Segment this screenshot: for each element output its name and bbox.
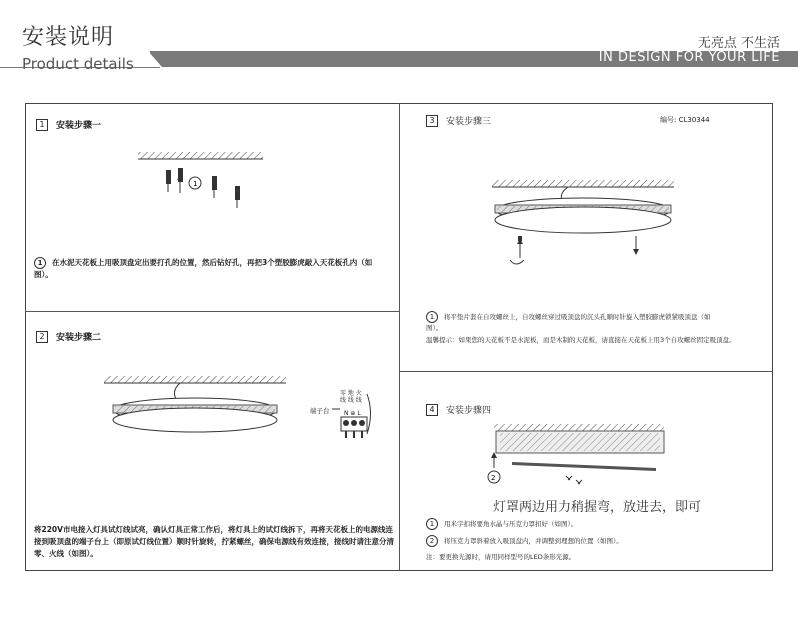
- step4-item1: [426, 518, 577, 530]
- right-divider: [399, 371, 773, 372]
- step4-item2-marker: 2: [426, 535, 438, 547]
- step1-heading: [36, 118, 101, 131]
- page-subtitle: Product details: [22, 55, 134, 73]
- terminal-top-label: 零 地 火: [340, 390, 362, 397]
- step3-marker: 1: [426, 311, 438, 323]
- step2-number: 2: [36, 331, 48, 343]
- model-number: 编号: CL30344: [660, 116, 710, 124]
- step2-lamp-diagram: [100, 372, 290, 452]
- page-title: 安装说明: [22, 25, 115, 50]
- step1-marker: 1: [34, 257, 46, 269]
- step1-diagram: [130, 148, 270, 218]
- step3-title: 安装步骤三: [446, 117, 492, 127]
- terminal-letters: N ⊕ L: [344, 410, 361, 417]
- band-slogan: IN DESIGN FOR YOUR LIFE: [598, 50, 780, 65]
- step3-heading: [426, 114, 491, 127]
- step4-diagram: [480, 420, 670, 490]
- header-band-notch: [148, 51, 162, 67]
- step4-item1-marker: 1: [426, 518, 438, 530]
- step4-item1-text: 用米字扣将要角水晶与压克力罩扣好（如图）。: [444, 520, 578, 528]
- step2-title: 安装步骤二: [56, 333, 102, 343]
- step3-tip: 温馨提示：如果您的天花板不是水泥板，而是木制的天花板，请直接在天花板上用3个自攻螺丝固定吸顶盘。: [426, 336, 736, 344]
- step3-text: [426, 311, 726, 333]
- terminal-block: [310, 388, 400, 448]
- step4-heading: [426, 403, 491, 416]
- left-divider: [25, 311, 400, 312]
- step2-text: 将220V市电接入灯具试灯线试亮，确认灯具正常工作后，将灯具上的试灯线拆下，再将天花板上的电源线连接到吸顶盘的端子台上（即原试灯线位置）顺时针旋转，拧紧螺丝，确保电源线有效连接，接线时请注意分清零、火线（如图）。: [34, 525, 394, 558]
- step4-marker: 2: [491, 474, 496, 482]
- step4-title: 安装步骤四: [446, 406, 492, 416]
- center-divider: [399, 103, 400, 571]
- terminal-label: 端子台: [310, 407, 330, 415]
- step4-big-text: 灯罩两边用力稍握弯，放进去，即可: [493, 500, 702, 515]
- step3-lamp-diagram: [488, 176, 678, 271]
- step4-item2: [426, 535, 623, 547]
- step3-text-body: 将平垫片套在自攻螺丝上，自攻螺丝穿过吸顶盘的沉头孔顺时针旋入塑胶膨虎锁紧吸顶盘（如图）。: [426, 313, 711, 332]
- terminal-mid-label: 线 线 线: [340, 397, 362, 404]
- step1-text: [34, 257, 384, 281]
- step1-number: 1: [36, 119, 48, 131]
- step4-item2-text: 将压克力罩斜着放入吸顶盘内，并调整到理想的位置（如图）。: [444, 537, 623, 545]
- terminal-drawing: [310, 388, 400, 448]
- slogan: 无亮点 不生活: [697, 36, 780, 51]
- svg-text:1: 1: [193, 180, 198, 188]
- step1-title: 安装步骤一: [56, 121, 102, 131]
- step2-heading: [36, 330, 101, 343]
- step1-text-body: 在水泥天花板上用吸顶盘定出要打孔的位置，然后钻好孔，再把3个塑胶膨虎敲入天花板孔内（如图）。: [34, 258, 373, 279]
- step4-number: 4: [426, 404, 438, 416]
- step3-number: 3: [426, 115, 438, 127]
- step4-note: 注：要更换光源时，请用同样型号的LED条形光源。: [426, 553, 576, 561]
